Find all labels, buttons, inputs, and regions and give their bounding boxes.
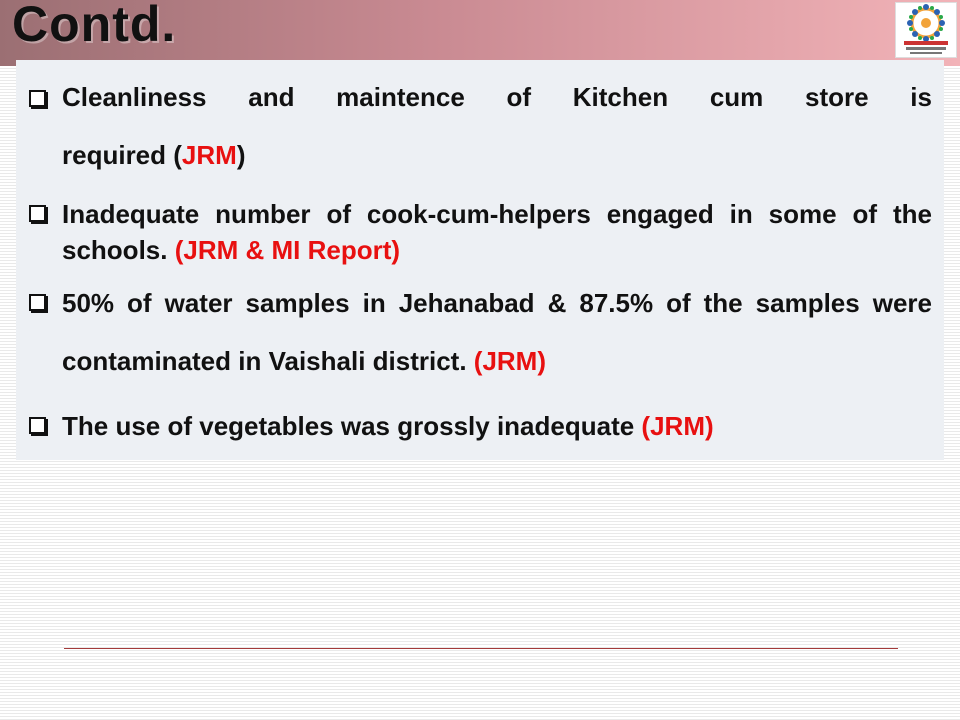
bullet-text-part: ( [173, 140, 182, 170]
bullet-text-line: required [62, 140, 174, 170]
bullet-text-part: Inadequate number of cook-cum-helpers engaged in some of the schools. [62, 199, 932, 265]
bullet-text-part: The use of vegetables was grossly inadequate [62, 411, 642, 441]
checkbox-bullet-icon [26, 68, 52, 128]
checkbox-bullet-icon [26, 274, 52, 334]
bullet-item [26, 196, 932, 268]
reference-tag: JRM [181, 140, 237, 170]
content-box [16, 60, 944, 460]
footer-divider [64, 648, 898, 649]
bullet-text [62, 274, 932, 390]
reference-tag: (JRM) [641, 411, 714, 441]
mid-day-meal-logo [895, 2, 957, 58]
bullet-text [62, 408, 932, 444]
bullet-item [26, 68, 932, 184]
bullet-item [26, 408, 932, 444]
bullet-text-part: ) [236, 140, 246, 170]
bullet-text [62, 196, 932, 268]
checkbox-bullet-icon [26, 408, 52, 468]
bullet-item [26, 274, 932, 390]
bullet-text [62, 68, 932, 184]
reference-tag: (JRM) [473, 346, 546, 376]
reference-tag: (JRM & MI Report) [174, 235, 401, 265]
mid-day-meal-scheme-logo-icon [896, 3, 956, 57]
checkbox-bullet-icon [26, 196, 52, 256]
bullet-text-part: 50% of water samples in Jehanabad & 87.5% of the samples were contaminated in Vaishali district. [62, 288, 932, 376]
slide-title: Contd. [12, 0, 177, 52]
bullet-text-line: Cleanliness and maintence of Kitchen cum store is [62, 82, 932, 112]
